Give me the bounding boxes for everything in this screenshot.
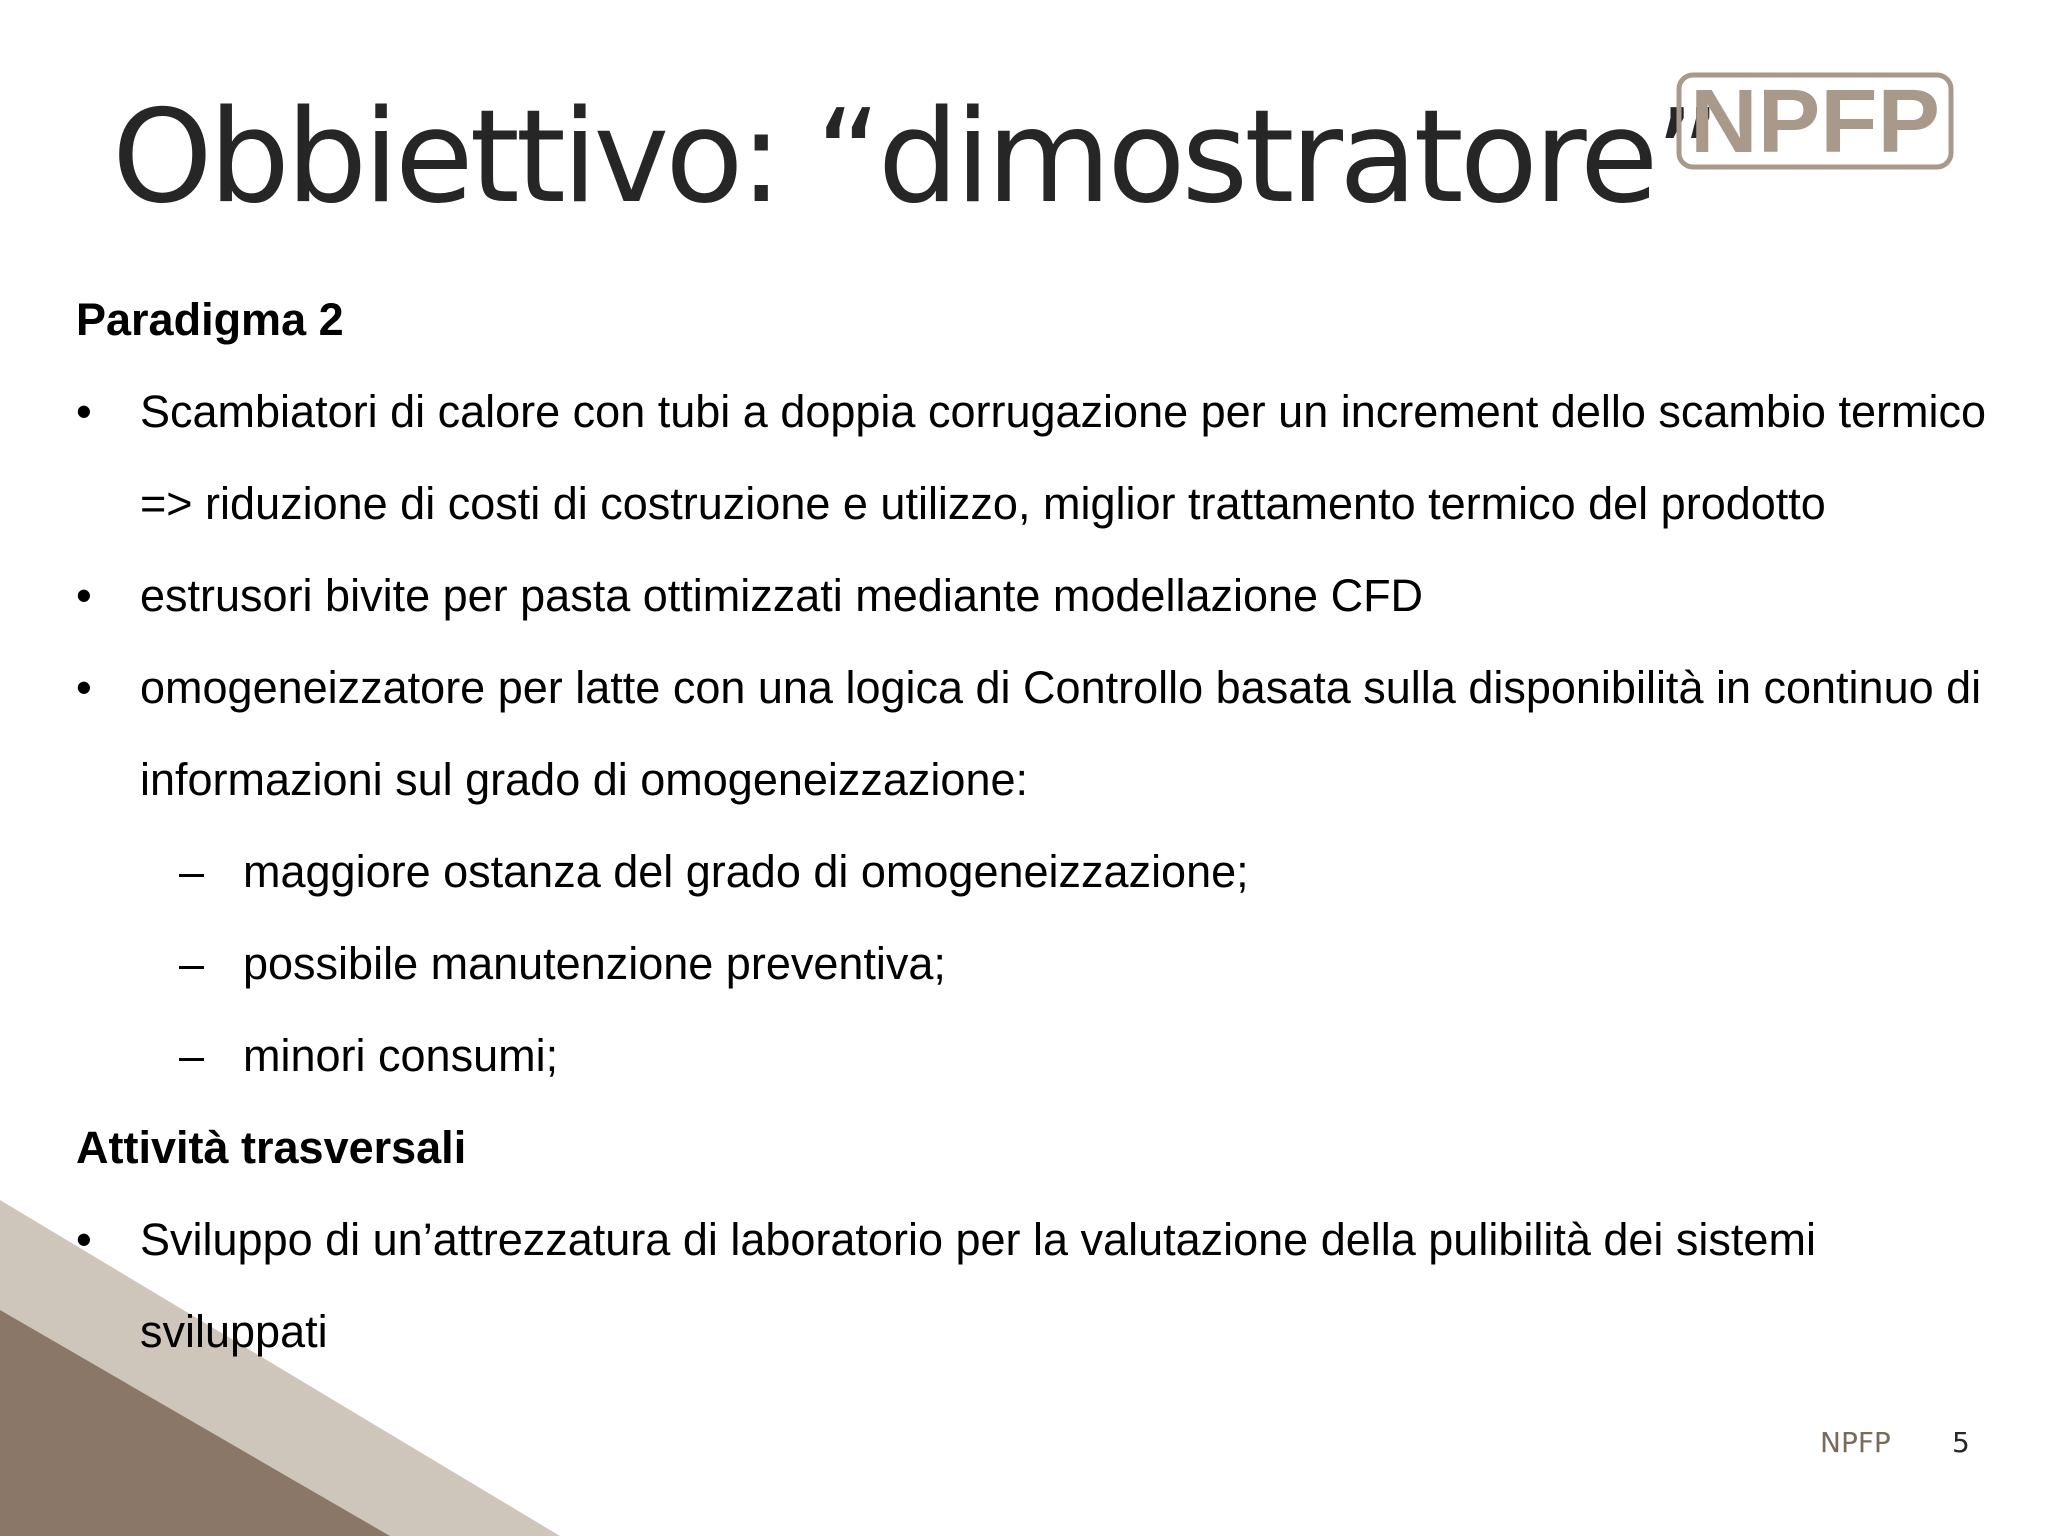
sub-bullet-item [76,918,2006,1010]
bullet-list [76,1194,2006,1378]
bullet-text: Sviluppo di un’attrezzatura di laboratorio per la valutazione della pulibilità dei sistemi sviluppati [140,1214,1816,1357]
slide-title: Obbiettivo: “dimostratore” [112,83,1717,232]
sub-bullet-text: possibile manutenzione preventiva; [243,938,946,989]
bullet-mark: • [76,662,92,713]
bullet-text: omogeneizzatore per latte con una logica di Controllo basata sulla disponibilità in continuo di informazioni sul grado di omogeneizzazione: [140,662,1982,805]
footer-label: NPFP [1820,1426,1891,1459]
bullet-item [76,550,2006,642]
sub-bullet-item [76,1010,2006,1102]
bullet-item [76,642,2006,826]
sub-bullet-item [76,826,2006,918]
slide-body [76,274,2006,1378]
logo-text: NPFP [1690,72,1940,170]
bullet-mark: • [76,386,92,437]
sub-bullet-text: minori consumi; [243,1030,559,1081]
bullet-item [76,366,2006,550]
section-paradigma [76,274,2006,1102]
bullet-mark: • [76,570,92,621]
sub-bullet-list [76,826,2006,1102]
sub-bullet-text: maggiore ostanza del grado di omogeneizzazione; [243,846,1249,897]
section-heading: Paradigma 2 [76,294,344,345]
npfp-logo [1676,72,1954,170]
dash-mark: – [179,846,205,897]
bullet-item [76,1194,2006,1378]
section-attivita [76,1102,2006,1378]
bullet-text: estrusori bivite per pasta ottimizzati mediante modellazione CFD [140,570,1424,621]
bullet-list [76,366,2006,826]
dash-mark: – [179,1030,205,1081]
page-number: 5 [1952,1426,1970,1459]
bullet-mark: • [76,1214,92,1265]
section-heading: Attività trasversali [76,1122,467,1173]
bullet-text: Scambiatori di calore con tubi a doppia corrugazione per un increment dello scambio termico => riduzione di costi di costruzione e utilizzo, miglior trattamento termico del prodotto [140,386,1986,529]
dash-mark: – [179,938,205,989]
